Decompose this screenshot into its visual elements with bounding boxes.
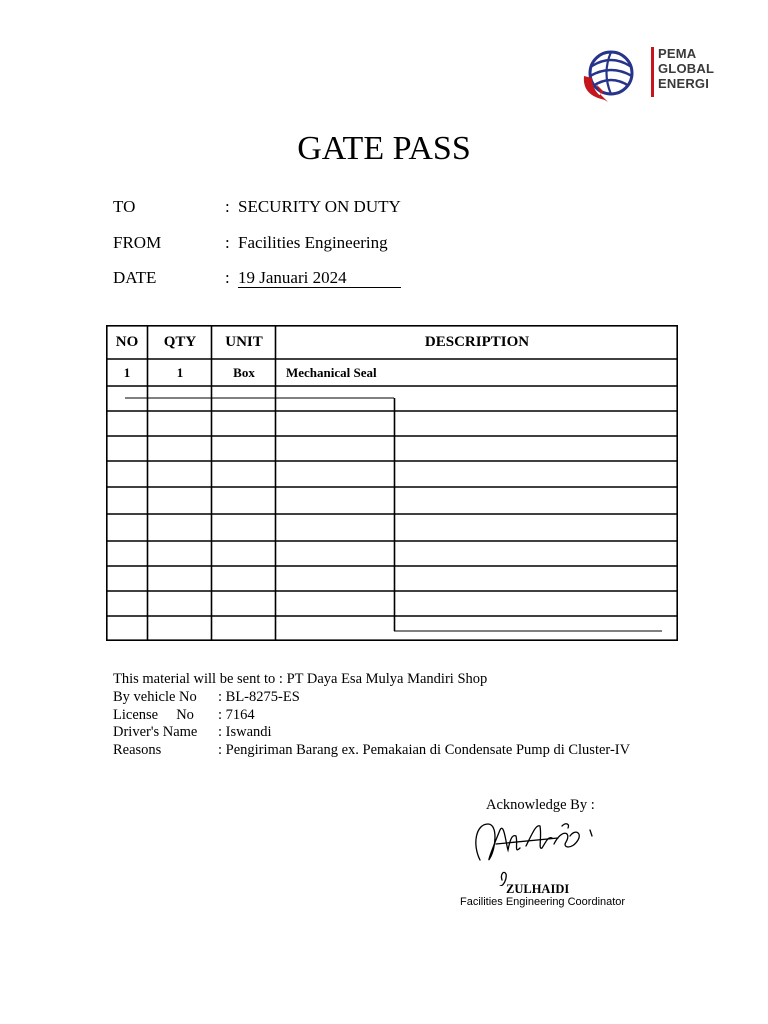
vehicle-line (113, 689, 300, 707)
col-header-description: DESCRIPTION (424, 333, 530, 350)
vehicle-label: By vehicle No (113, 689, 197, 705)
license-label: License No (113, 707, 194, 723)
page-title: GATE PASS (297, 130, 471, 167)
from-colon: : (225, 233, 230, 252)
from-value: Facilities Engineering (238, 233, 388, 252)
row1-unit: Box (233, 364, 255, 380)
company-logo (578, 44, 738, 106)
logo-wordmark (658, 46, 714, 91)
row1-qty: 1 (176, 364, 184, 380)
sent-to-label: This material will be sent to : (113, 671, 283, 687)
to-value: SECURITY ON DUTY (238, 197, 401, 216)
row1-no: 1 (123, 364, 131, 380)
license-value: : 7164 (218, 707, 255, 723)
sent-to-value: PT Daya Esa Mulya Mandiri Shop (286, 671, 488, 687)
logo-line-3: ENERGI (658, 76, 710, 91)
sent-to-line (113, 671, 487, 689)
row1-description: Mechanical Seal (286, 364, 377, 380)
logo-divider (651, 47, 654, 97)
signer-name: ZULHAIDI (506, 882, 570, 896)
items-table (106, 325, 678, 641)
signer-position: Facilities Engineering Coordinator (460, 896, 626, 908)
col-header-qty: QTY (163, 333, 197, 350)
reasons-value: : Pengiriman Barang ex. Pemakaian di Condensate Pump di Cluster-IV (218, 742, 631, 758)
from-label: FROM (113, 233, 162, 252)
driver-value: : Iswandi (218, 724, 272, 740)
vehicle-value: : BL-8275-ES (218, 689, 300, 705)
acknowledge-label: Acknowledge By : (486, 797, 595, 813)
logo-line-1: PEMA (658, 46, 697, 61)
reasons-label: Reasons (113, 742, 162, 758)
date-underline (238, 287, 401, 288)
date-colon: : (225, 268, 230, 287)
to-colon: : (225, 197, 230, 216)
col-header-no: NO (115, 333, 139, 350)
date-value: 19 Januari 2024 (238, 268, 347, 287)
globe-logo-icon (578, 46, 638, 104)
col-header-unit: UNIT (225, 333, 263, 350)
handwritten-signature (466, 814, 616, 886)
logo-line-2: GLOBAL (658, 61, 715, 76)
license-line (113, 707, 255, 725)
to-label: TO (113, 197, 136, 216)
driver-line (113, 724, 272, 742)
reasons-line (113, 742, 630, 760)
driver-label: Driver's Name (113, 724, 198, 740)
date-label: DATE (113, 268, 157, 287)
